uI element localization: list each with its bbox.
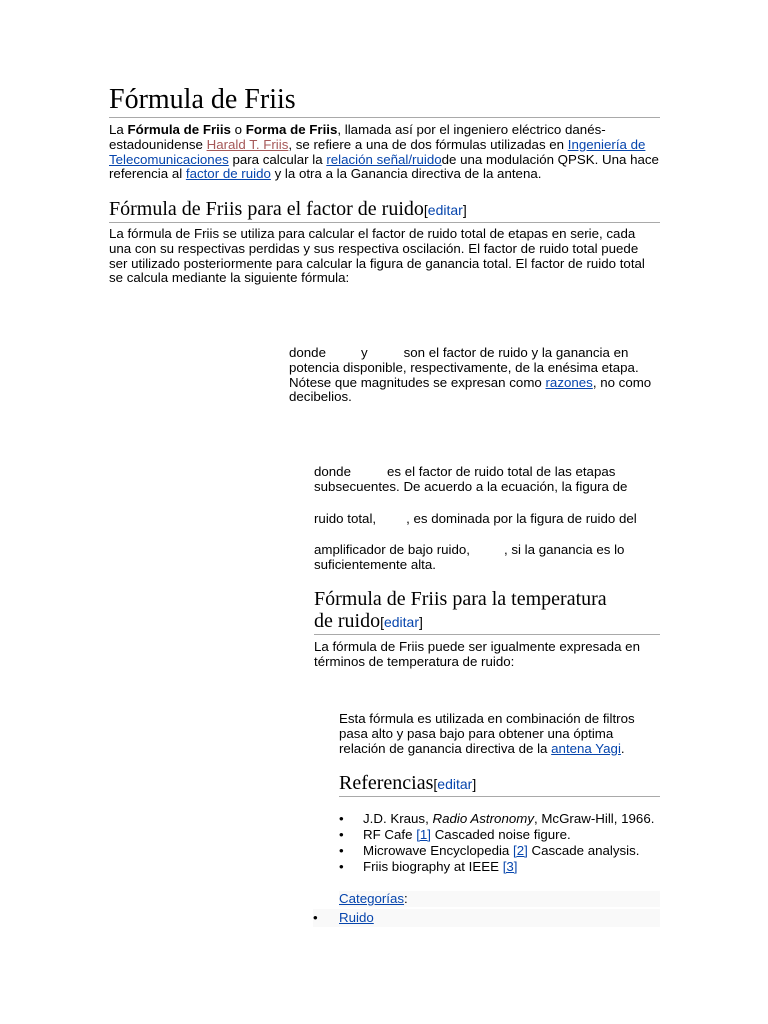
where-block-2-line — [314, 512, 660, 527]
where-text: , es dominada por la figura de ruido del — [406, 511, 637, 526]
edit-link[interactable]: editar — [427, 202, 463, 218]
intro-text: para calcular la — [228, 151, 327, 167]
where-block-2 — [314, 465, 660, 495]
section1-text: La fórmula de Friis se utiliza para calcular el factor de ruido total de etapas en serie, cada una con su respectivas perdidas y sus respectiva oscilación. El factor de ruido total puede ser utilizado posteriormente para calcular la figura de ganancia total. El factor de ruido total se calcula mediante la siguiente fórmula: — [109, 226, 645, 286]
where-word: y — [360, 345, 368, 360]
categories-colon: : — [404, 891, 408, 906]
intro-bold-term: Fórmula de Friis — [127, 122, 231, 137]
section-heading-text: Fórmula de Friis para el factor de ruido — [109, 198, 424, 220]
section-heading-text: de ruido — [314, 610, 381, 632]
reference-item — [339, 827, 659, 843]
section2-text: Esta fórmula es utilizada en combinación de filtros pasa alto y pasa bajo para obtener una óptima relación de ganancia directiva de la — [339, 711, 635, 756]
where-word: donde — [314, 464, 351, 479]
reference-item — [339, 811, 659, 827]
edit-section-link: [editar] — [423, 202, 467, 218]
references-list — [339, 811, 659, 875]
reference-text: RF Cafe — [363, 827, 417, 842]
link-antena-yagi[interactable]: antena Yagi — [551, 740, 621, 756]
reference-title: Radio Astronomy — [432, 811, 534, 826]
category-list — [313, 909, 660, 927]
section-heading-text: Referencias — [339, 772, 434, 794]
section-heading-text: Fórmula de Friis para la temperatura — [314, 588, 607, 610]
link-relacion-senal-ruido[interactable]: relación señal/ruido — [326, 151, 442, 167]
edit-section-link: [editar] — [380, 614, 423, 630]
categories-link[interactable]: Categorías — [339, 891, 405, 906]
intro-text: , llamada así por el ingeniero eléctrico danés-estadounidense — [109, 122, 606, 152]
reference-item — [339, 859, 659, 875]
intro-text: La — [109, 122, 128, 137]
intro-text: o — [230, 122, 246, 137]
section-heading-referencias — [339, 772, 660, 797]
bullet-icon: • — [339, 827, 344, 842]
intro-text: , se refiere a una de dos fórmulas utilizadas en — [288, 136, 568, 152]
edit-link[interactable]: editar — [383, 614, 420, 630]
bullet-icon: • — [313, 910, 318, 925]
edit-link[interactable]: editar — [437, 776, 473, 792]
where-text: ruido total, — [314, 511, 377, 526]
link-harald-friis[interactable]: Harald T. Friis — [206, 136, 289, 152]
intro-bold-term: Forma de Friis — [245, 122, 338, 137]
category-link-ruido[interactable]: Ruido — [339, 910, 374, 925]
section-heading-temperatura-ruido — [314, 588, 660, 635]
page-title: Fórmula de Friis — [109, 84, 660, 118]
reference-text: Cascade analysis. — [527, 843, 640, 858]
reference-text: Cascaded noise figure. — [431, 827, 571, 842]
bullet-icon: • — [339, 811, 344, 826]
where-text: amplificador de bajo ruido, — [314, 542, 470, 557]
bullet-icon: • — [339, 859, 344, 874]
section-heading-factor-ruido — [109, 198, 660, 223]
link-razones[interactable]: razones — [545, 374, 593, 390]
categories-box — [339, 891, 660, 907]
reference-text: , McGraw-Hill, 1966. — [533, 811, 655, 826]
section2-paragraph-2 — [339, 712, 660, 756]
reference-link[interactable]: [1] — [416, 827, 431, 842]
edit-section-link: [editar] — [433, 776, 477, 792]
where-text: , no como decibelios. — [289, 374, 652, 405]
section2-text: . — [620, 740, 625, 756]
intro-paragraph — [109, 123, 660, 182]
section2-paragraph — [314, 640, 660, 670]
reference-text: Microwave Encyclopedia — [363, 843, 514, 858]
where-text: , si la ganancia es lo suficientemente alta. — [314, 542, 625, 572]
where-block-2-line — [314, 543, 660, 573]
reference-text: Friis biography at IEEE — [363, 859, 503, 874]
link-ingenieria-telecom[interactable]: Ingeniería de Telecomunicaciones — [109, 136, 646, 167]
where-text: es el factor de ruido total de las etapas subsecuentes. De acuerdo a la ecuación, la figura de — [314, 464, 628, 494]
where-text: son el factor de ruido y la ganancia en potencia disponible, respectivamente, de la enésima etapa. Nótese que magnitudes se expresan como — [289, 345, 639, 390]
reference-link[interactable]: [2] — [513, 843, 528, 858]
reference-text: J.D. Kraus, — [363, 811, 433, 826]
where-word: donde — [289, 345, 326, 360]
where-block-1 — [289, 346, 660, 405]
section1-paragraph — [109, 227, 660, 286]
section2-text: La fórmula de Friis puede ser igualmente expresada en términos de temperatura de ruido: — [314, 639, 640, 669]
intro-text: de una modulación QPSK. Una hace referencia al — [109, 151, 659, 182]
link-factor-de-ruido[interactable]: factor de ruido — [185, 166, 271, 182]
reference-item — [339, 843, 659, 859]
bullet-icon: • — [339, 843, 344, 858]
reference-link[interactable]: [3] — [502, 859, 518, 874]
intro-text: y la otra a la Ganancia directiva de la antena. — [270, 166, 542, 182]
